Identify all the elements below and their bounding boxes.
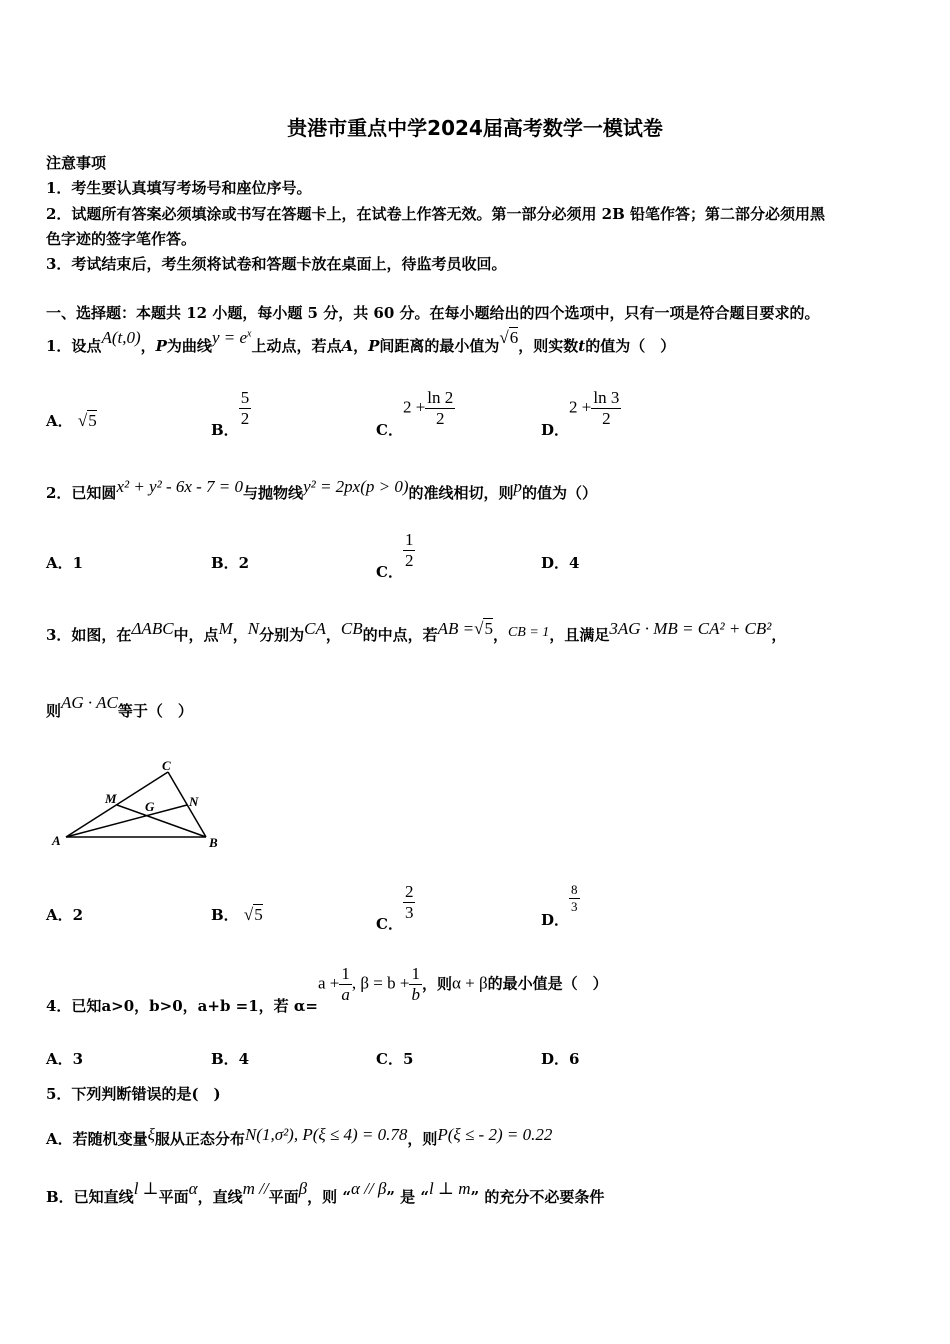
option-a: A．若随机变量ξ服从正态分布N(1,σ²), P(ξ ≤ 4) = 0.78，则P(ξ ≤ - 2) = 0.22 (46, 1125, 553, 1148)
notice-heading: 注意事项 (46, 154, 107, 172)
notice-item: 3．考试结束后，考生须将试卷和答题卡放在桌面上，待监考员收回。 (46, 255, 507, 273)
option-a: A．2 (46, 906, 84, 924)
point-g-label: G (145, 799, 155, 814)
point-n-label: N (189, 794, 199, 809)
vertex-b-label: B (209, 835, 218, 850)
notice-item: 1．考生要认真填写考场号和座位序号。 (46, 179, 312, 197)
option-c: C． $\frac{1}{2}$ (376, 530, 414, 581)
question-5-stem: 5．下列判断错误的是( ) (46, 1085, 221, 1103)
option-d: D．2 + $\frac{\ln 3}{2}$ (541, 388, 620, 439)
median-bm (117, 805, 206, 837)
triangle-figure (48, 755, 228, 855)
question-1-stem: 1．设点A(t,0)，P为曲线$y = e^x$上动点，若点A，P间距离的最小值为√6，则实数t的值为（ ） (46, 328, 676, 355)
vertex-a-label: A (52, 833, 61, 848)
page-title: 贵港市重点中学2024届高考数学一模试卷 (287, 116, 663, 140)
question-3-stem: 3．如图，在ΔABC中，点M，N分别为CA，CB的中点，若AB =√5，CB = 1，且满足3AG · MB = CA² + CB²， (46, 619, 787, 644)
option-b: B． $\frac{5}{2}$ (211, 388, 250, 439)
question-3-stem-line2: 则AG · AC等于（ ） (46, 693, 193, 720)
option-b: B． √5 (211, 905, 263, 924)
option-a: A． √5 (46, 411, 97, 430)
point-m-label: M (105, 791, 117, 806)
question-2-stem: 2．已知圆x² + y² - 6x - 7 = 0与抛物线y² = 2px(p > 0)的准线相切，则p的值为（） (46, 477, 598, 502)
option-c: C．2 + $\frac{\ln 2}{2}$ (376, 388, 454, 439)
option-d: D．6 (541, 1050, 580, 1068)
option-b: B．2 (211, 554, 250, 572)
notice-item: 色字迹的签字笔作答。 (46, 230, 197, 248)
option-b: B．4 (211, 1050, 250, 1068)
notice-item: 2．试题所有答案必须填涂或书写在答题卡上，在试卷上作答无效。第一部分必须用 2B 铅笔作答；第二部分必须用黑 (46, 205, 826, 223)
median-an (66, 805, 187, 837)
option-b: B．已知直线l ⊥平面α，直线m //平面β，则 “α // β” 是 “l ⊥ m” 的充分不必要条件 (46, 1179, 605, 1206)
section-heading: 一、选择题：本题共 12 小题，每小题 5 分，共 60 分。在每小题给出的四个选项中，只有一项是符合题目要求的。 (46, 304, 820, 322)
option-a: A．3 (46, 1050, 84, 1068)
vertex-c-label: C (162, 758, 171, 773)
option-c: C．5 (376, 1050, 414, 1068)
question-4-stem: 4．已知a>0，b>0，a+b =1，若 α=a + $\frac{1}{a}$ , β = b + $\frac{1}{b}$ ，则α + β的最小值是（ ） (46, 964, 608, 1015)
option-a: A．1 (46, 554, 84, 572)
option-d: D．4 (541, 554, 580, 572)
option-d: D． $\frac{8}{3}$ (541, 882, 578, 929)
option-c: C． $\frac{2}{3}$ (376, 882, 414, 933)
side-cb (168, 772, 206, 837)
